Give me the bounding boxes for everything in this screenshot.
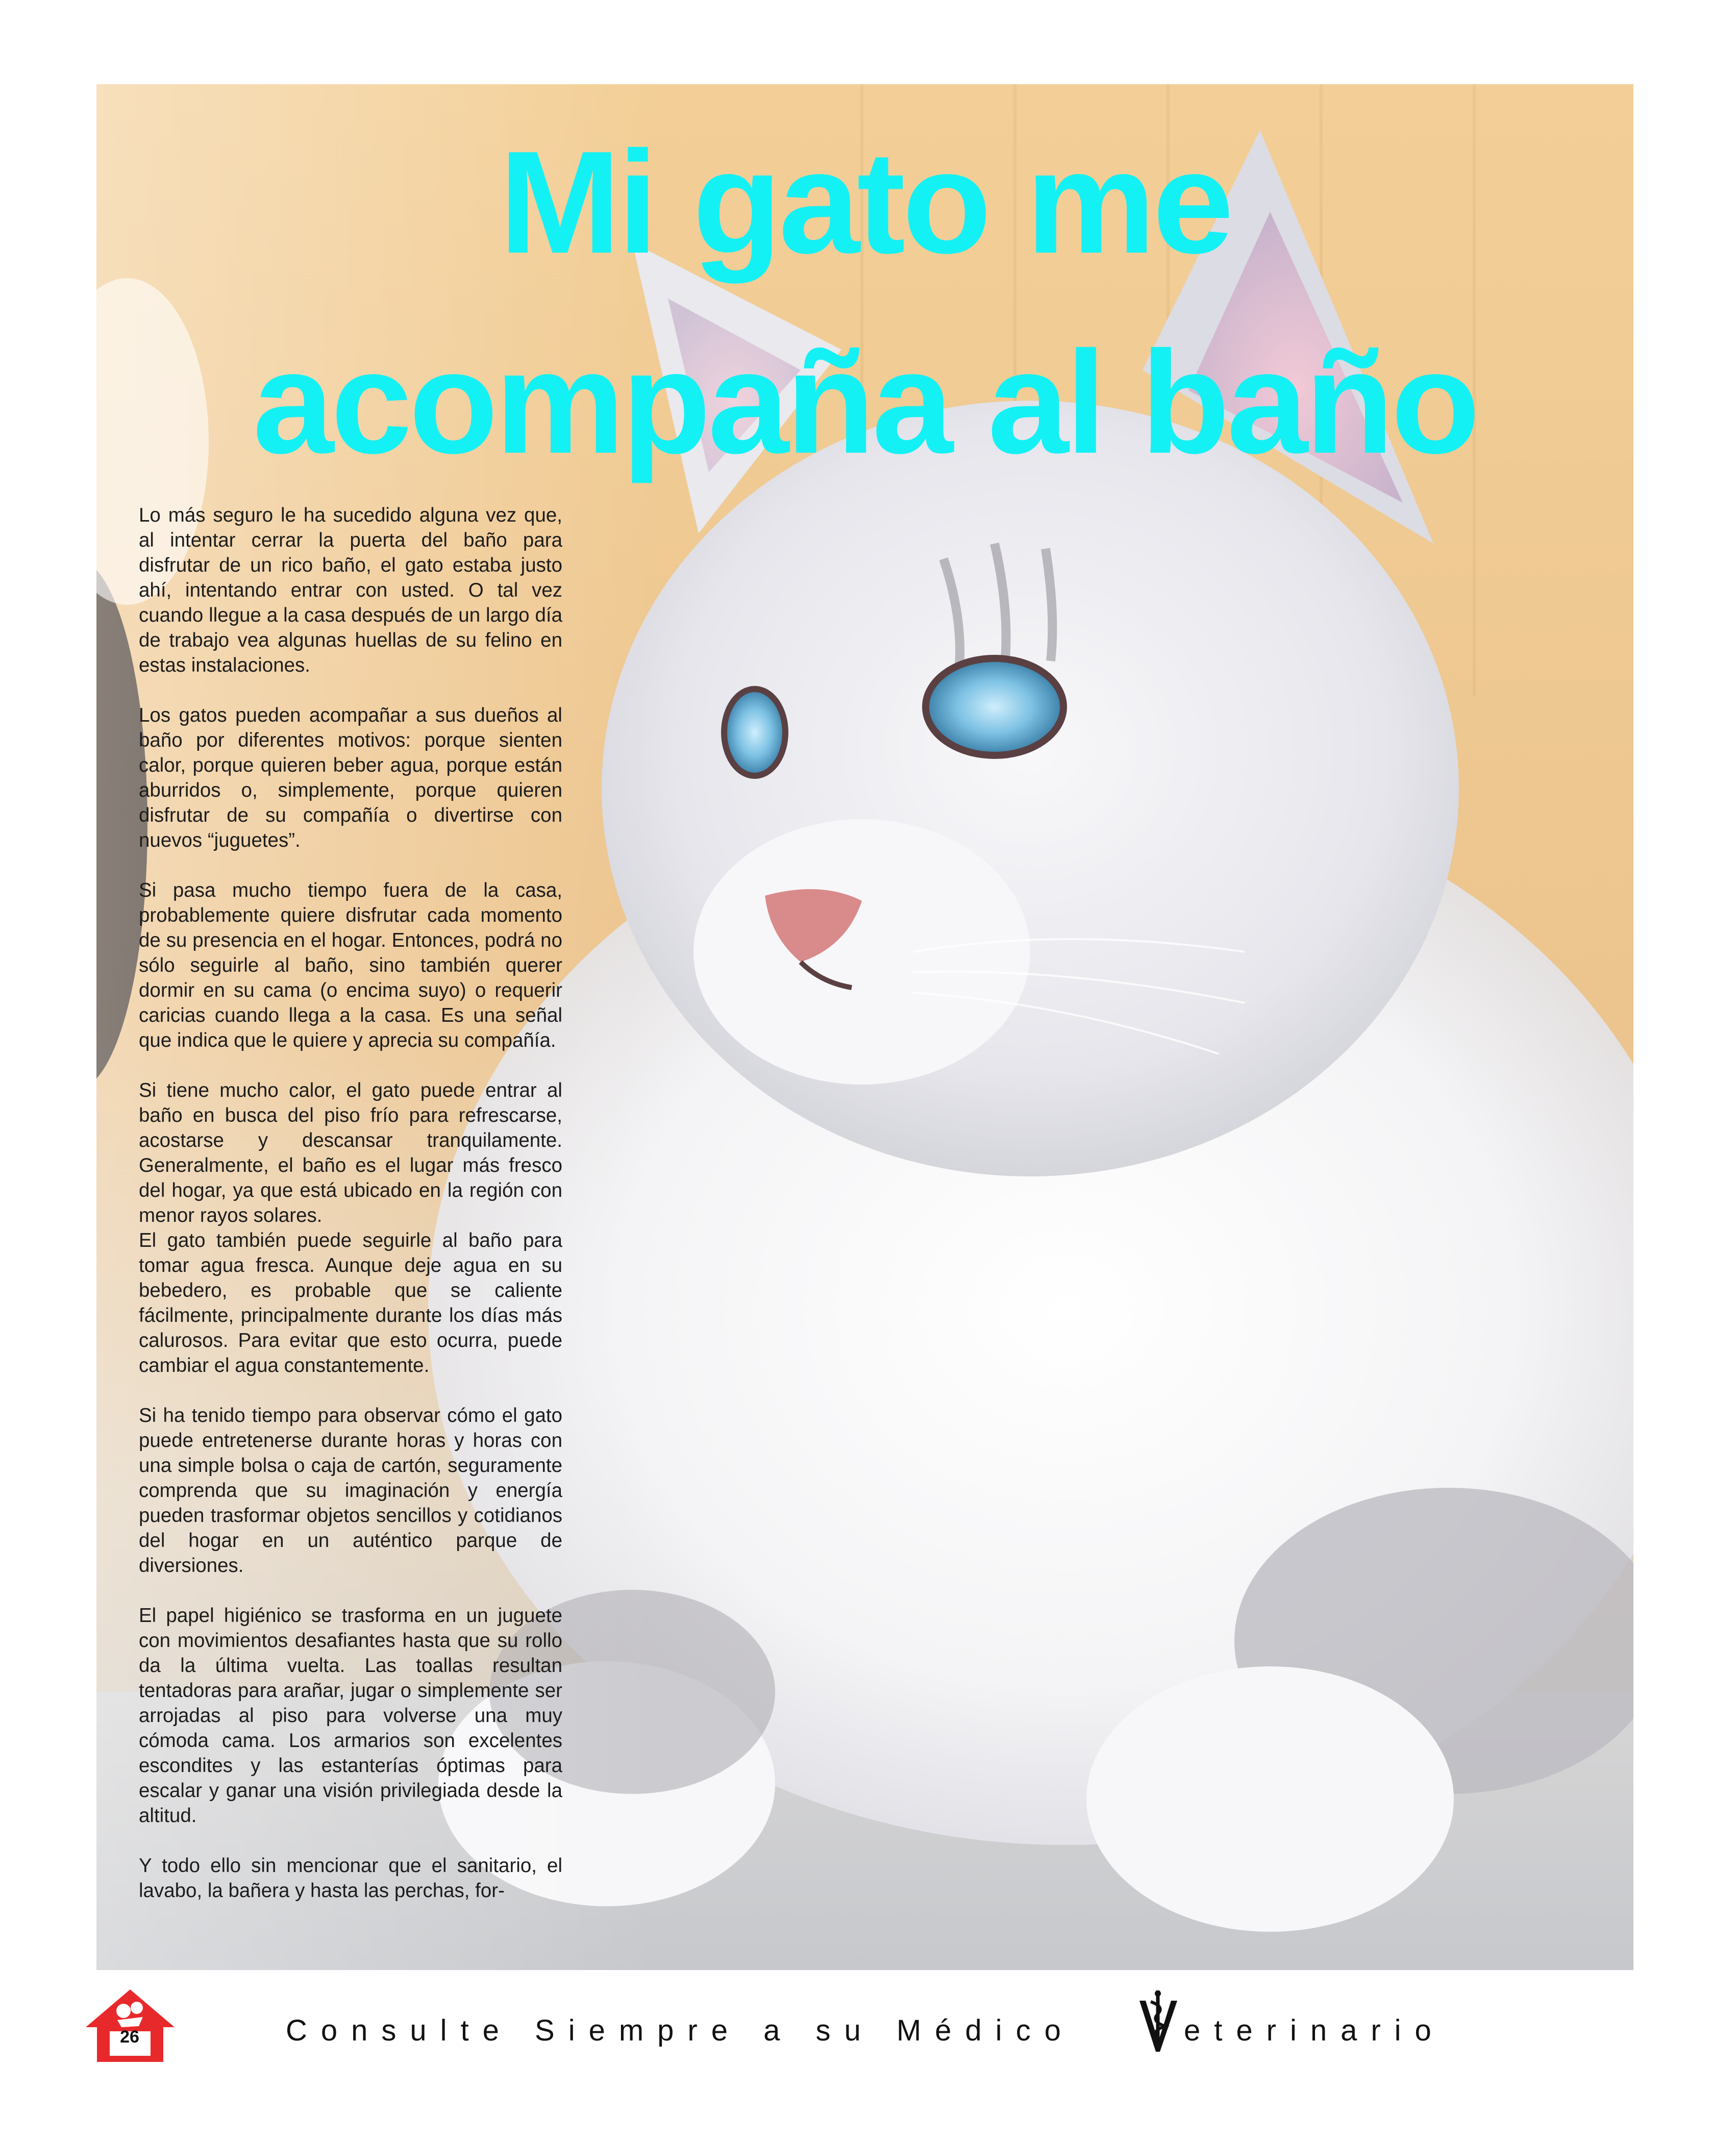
paragraph: Si ha tenido tiempo para observar cómo el gato puede entretenerse durante horas y horas con una simple bolsa o caja de cartón, seguramente comprenda que su imaginación y energía pueden trasformar objetos sencillos y cotidianos del hogar en un auténtico parque de diversiones. bbox=[139, 1405, 562, 1577]
paragraph: Y todo ello sin mencionar que el sanitario, el lavabo, la bañera y hasta las perchas, for- bbox=[139, 1855, 562, 1902]
footer-tagline-end: eterinario bbox=[1184, 2014, 1445, 2047]
paragraph: El gato también puede seguirle al baño para tomar agua fresca. Aunque deje agua en su bebedero, es probable que se caliente fácilmente, principalmente durante los días más calurosos. Para evitar que esto ocurra, puede cambiar el agua constantemente. bbox=[139, 1229, 562, 1376]
paragraph: Si tiene mucho calor, el gato puede entrar al baño en busca del piso frío para refrescarse, acostarse y descansar tranquilamente. Generalmente, el baño es el lugar más fresco del hogar, ya que está ubicado en la región con menor rayos solares. bbox=[139, 1079, 562, 1226]
footer-tagline: Consulte Siempre a su Médico bbox=[286, 2014, 1075, 2047]
paragraph: El papel higiénico se trasforma en un juguete con movimientos desafiantes hasta que su rollo da la última vuelta. Las toallas resultan tentadoras para arañar, jugar o simplemente ser arrojadas al piso para volverse una muy cómoda cama. Los armarios son excelentes escondites y las estanterías óptimas para escalar y ganar una visión privilegiada desde la altitud. bbox=[139, 1605, 562, 1827]
page-number: 26 bbox=[120, 2027, 139, 2047]
veterinary-caduceus-icon bbox=[1135, 1990, 1181, 2057]
article-title bbox=[96, 102, 1633, 502]
article-title-line-2: acompaña al baño bbox=[253, 321, 1477, 484]
article-title-line-1: Mi gato me bbox=[499, 120, 1231, 284]
paragraph: Los gatos pueden acompañar a sus dueños al baño por diferentes motivos: porque sienten calor, porque quieren beber agua, porque están aburridos o, simplemente, porque quieren disfrutar de su compañía o divertirse con nuevos “juguetes”. bbox=[139, 704, 562, 851]
article-body bbox=[139, 503, 562, 1928]
house-logo-icon bbox=[82, 1985, 179, 2067]
paragraph: Si pasa mucho tiempo fuera de la casa, probablemente quiere disfrutar cada momento de su presencia en el hogar. Entonces, podrá no sólo seguirle al baño, sino también querer dormir en su cama (o encima suyo) o requerir caricias cuando llega a la casa. Es una señal que indica que le quiere y aprecia su compañía. bbox=[139, 879, 562, 1051]
paragraph: Lo más seguro le ha sucedido alguna vez que, al intentar cerrar la puerta del baño para disfrutar de un rico baño, el gato estaba justo ahí, intentando entrar con usted. O tal vez cuando llegue a la casa después de un largo día de trabajo vea algunas huellas de su felino en estas instalaciones. bbox=[139, 504, 562, 676]
